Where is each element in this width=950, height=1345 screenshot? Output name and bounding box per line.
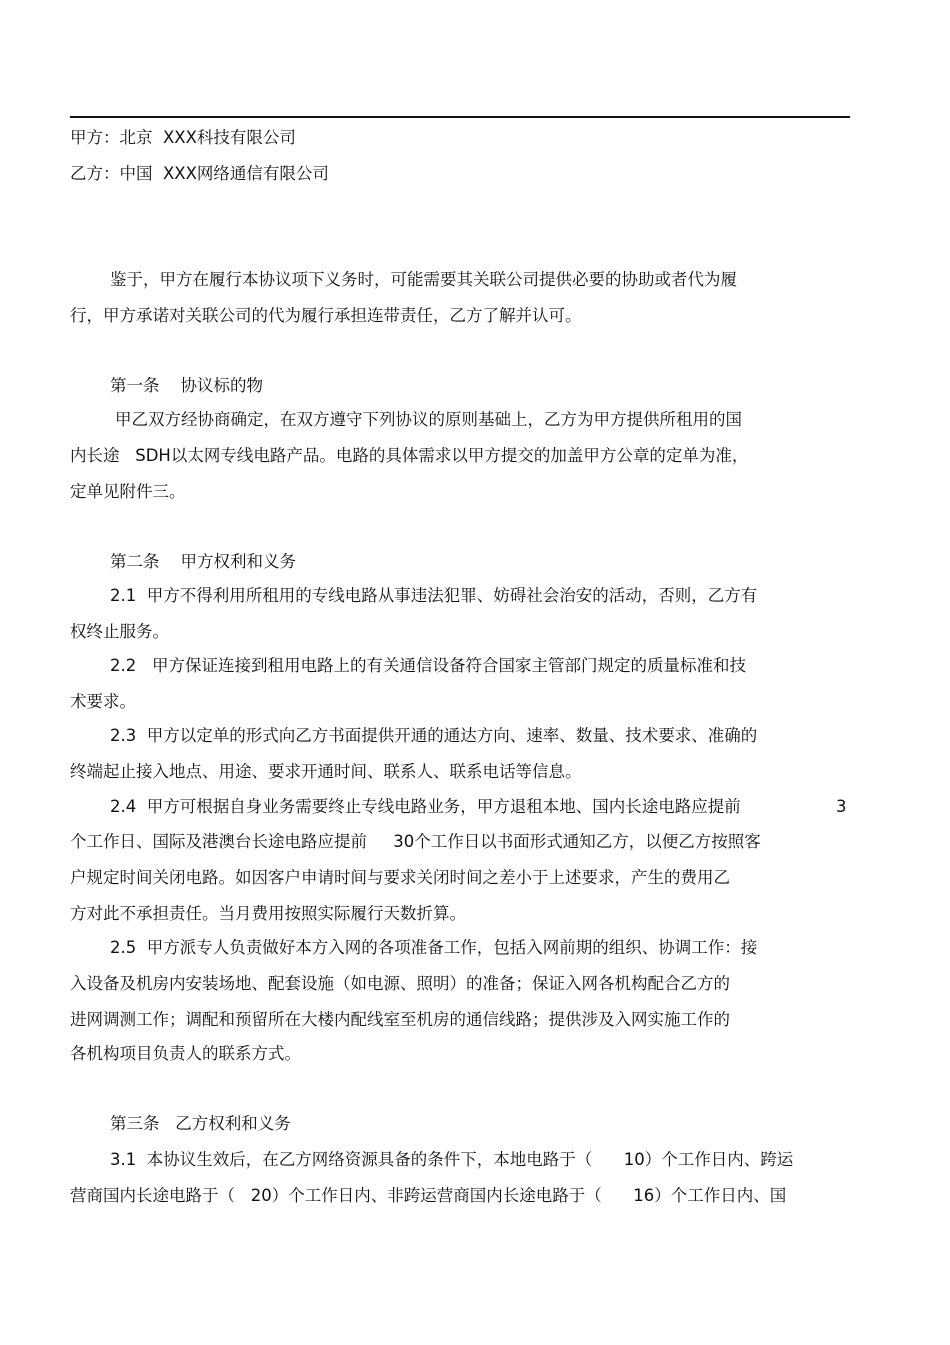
clause-2-2-line-1: 2.2 甲方保证连接到租用电路上的有关通信设备符合国家主管部门规定的质量标准和技 (110, 656, 746, 675)
clause-2-4-line-1: 2.4 甲方可根据自身业务需要终止专线电路业务，甲方退租本地、国内长途电路应提前 (110, 797, 741, 816)
clause-3-1-line-1: 3.1 本协议生效后，在乙方网络资源具备的条件下，本地电路于（ 10）个工作日内、跨运 (110, 1150, 794, 1169)
header-rule (70, 116, 850, 118)
clause-2-3-line-1: 2.3 甲方以定单的形式向乙方书面提供开通的通达方向、速率、数量、技术要求、准确的 (110, 726, 758, 745)
clause-2-5-line-4: 各机构项目负责人的联系方式。 (70, 1044, 301, 1063)
clause-2-5-line-1: 2.5 甲方派专人负责做好本方入网的各项准备工作，包括入网前期的组织、协调工作：接 (110, 938, 758, 957)
clause-2-1-line-2: 权终止服务。 (70, 622, 169, 641)
article-1-line-1: 甲乙双方经协商确定，在双方遵守下列协议的原则基础上，乙方为甲方提供所租用的国 (115, 410, 742, 429)
clause-2-4-line-3: 户规定时间关闭电路。如因客户申请时间与要求关闭时间之差小于上述要求，产生的费用乙 (70, 868, 730, 887)
clause-2-5-line-2: 入设备及机房内安装场地、配套设施（如电源、照明）的准备；保证入网各机构配合乙方的 (70, 974, 730, 993)
article-2-title: 第二条 甲方权利和义务 (110, 552, 296, 571)
clause-2-3-line-2: 终端起止接入地点、用途、要求开通时间、联系人、联系电话等信息。 (70, 762, 582, 781)
party-a-line: 甲方：北京 XXX科技有限公司 (70, 128, 296, 147)
article-1-line-2: 内长途 SDH以太网专线电路产品。电路的具体需求以甲方提交的加盖甲方公章的定单为准， (70, 446, 749, 465)
intro-line-1: 鉴于，甲方在履行本协议项下义务时，可能需要其关联公司提供必要的协助或者代为履 (110, 270, 737, 289)
article-1-line-3: 定单见附件三。 (70, 482, 186, 501)
intro-line-2: 行，甲方承诺对关联公司的代为履行承担连带责任，乙方了解并认可。 (70, 306, 582, 325)
clause-2-4-line-2: 个工作日、国际及港澳台长途电路应提前 30个工作日以书面形式通知乙方，以便乙方按照客 (70, 832, 761, 851)
clause-2-4-line-4: 方对此不承担责任。当月费用按照实际履行天数折算。 (70, 904, 466, 923)
clause-2-1-line-1: 2.1 甲方不得利用所租用的专线电路从事违法犯罪、妨碍社会治安的活动，否则，乙方有 (110, 586, 758, 605)
clause-2-4-days-number: 3 (836, 797, 847, 816)
clause-2-5-line-3: 进网调测工作；调配和预留所在大楼内配线室至机房的通信线路；提供涉及入网实施工作的 (70, 1010, 730, 1029)
article-3-title: 第三条 乙方权利和义务 (110, 1114, 291, 1133)
clause-2-2-line-2: 术要求。 (70, 692, 136, 711)
clause-3-1-line-2: 营商国内长途电路于（ 20）个工作日内、非跨运营商国内长途电路于（ 16）个工作日内、国 (70, 1186, 787, 1205)
party-b-line: 乙方：中国 XXX网络通信有限公司 (70, 164, 329, 183)
article-1-title: 第一条 协议标的物 (110, 376, 263, 395)
